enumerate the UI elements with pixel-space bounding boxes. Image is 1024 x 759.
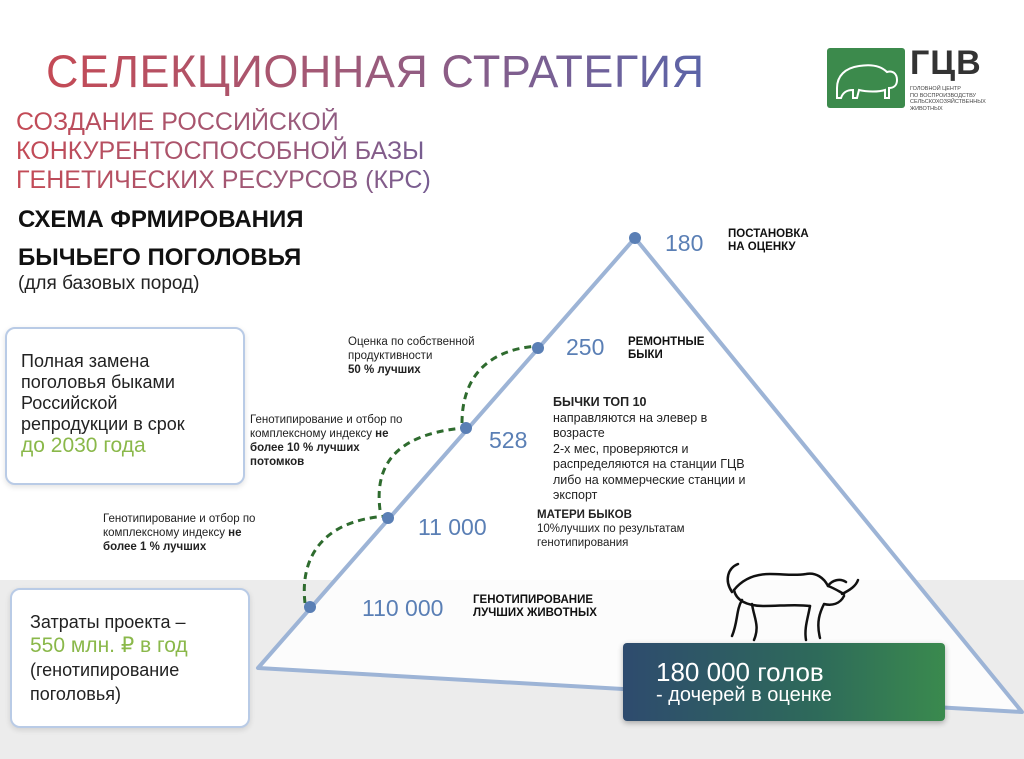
- point-11000: [382, 512, 394, 524]
- level-value-528: 528: [489, 427, 528, 453]
- level-value-250: 250: [566, 334, 605, 360]
- result-banner: [623, 643, 945, 721]
- point-250: [532, 342, 544, 354]
- page-subtitle: СОЗДАНИЕ РОССИЙСКОЙ КОНКУРЕНТОСПОСОБНОЙ БАЗЫ ГЕНЕТИЧЕСКИХ РЕСУРСОВ (КРС): [16, 108, 476, 195]
- logo-fullname: ГОЛОВНОЙ ЦЕНТР ПО ВОСПРОИЗВОДСТВУ СЕЛЬСКОХОЗЯЙСТВЕННЫХ ЖИВОТНЫХ: [910, 86, 986, 112]
- level-label-180: ПОСТАНОВКА НА ОЦЕНКУ: [728, 228, 809, 253]
- level-value-110000: 110 000: [362, 595, 444, 621]
- level-label-110000: ГЕНОТИПИРОВАНИЕ ЛУЧШИХ ЖИВОТНЫХ: [473, 594, 597, 619]
- scheme-subtitle: (для базовых пород): [18, 273, 200, 294]
- logo-abbr: ГЦВ: [910, 44, 982, 82]
- result-desc: - дочерей в оценке: [656, 684, 832, 706]
- level-value-180: 180: [665, 230, 704, 256]
- level-value-11000: 11 000: [418, 514, 487, 540]
- level-desc-11000: МАТЕРИ БЫКОВ 10%лучших по результатам генотипирования: [537, 509, 685, 549]
- level-desc-528: БЫЧКИ ТОП 10 направляются на элевер в возрасте 2-х мес, проверяются и распределяются на станции ГЦВ либо на коммерческие станции и экспорт: [553, 395, 746, 502]
- result-count: 180 000 голов: [656, 657, 824, 687]
- scheme-title: СХЕМА ФРМИРОВАНИЯ БЫЧЬЕГО ПОГОЛОВЬЯ: [18, 206, 304, 271]
- level-label-250: РЕМОНТНЫЕ БЫКИ: [628, 336, 705, 361]
- note-own-productivity: Оценка по собственной продуктивности 50 % лучших: [348, 336, 475, 376]
- cost-card: Затраты проекта – 550 млн. ₽ в год (генотипирование поголовья): [10, 588, 250, 728]
- note-genotyping-1: Генотипирование и отбор по комплексному индексу не более 1 % лучших: [103, 513, 256, 553]
- note-genotyping-10: Генотипирование и отбор по комплексному индексу не более 10 % лучших потомков: [250, 414, 403, 468]
- point-110000: [304, 601, 316, 613]
- page-title: СЕЛЕКЦИОННАЯ СТРАТЕГИЯ: [46, 46, 705, 97]
- point-180: [629, 232, 641, 244]
- cost-value: 550 млн. ₽ в год: [30, 634, 188, 657]
- goal-deadline: до 2030 года: [21, 434, 146, 457]
- point-528: [460, 422, 472, 434]
- goal-card: Полная замена поголовья быками Российской репродукции в срок до 2030 года: [5, 327, 245, 485]
